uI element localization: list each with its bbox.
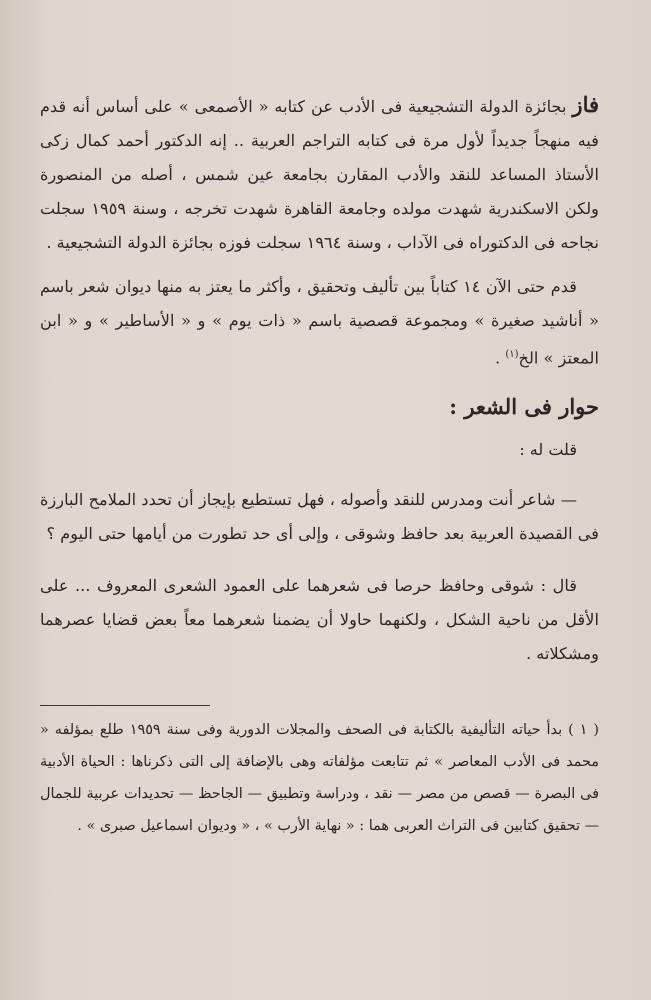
footnote: ( ١ ) بدأ حياته التأليفية بالكتابة فى الصحف والمجلات الدورية وفى سنة ١٩٥٩ طلع بمؤلفه « محمد فى الأدب المعاصر » ثم تتابعت مؤلفاته وهى بالإضافة إلى التى ذكرناها : الحياة الأدبية فى البصرة — قصص من مصر — نقد ، ودراسة وتطبيق — الجاحظ — تحديدات عربية للجمال — تحقيق كتابين فى التراث العربى هما : « نهاية الأرب » ، « وديوان اسماعيل صبرى » .: [40, 722, 599, 835]
question-paragraph: — شاعر أنت ومدرس للنقد وأصوله ، فهل تستطيع بإيجاز أن تحدد الملامح البارزة فى القصيدة العربية بعد حافظ وشوقى ، وإلى أى حد تطورت من أيامها حتى اليوم ؟: [40, 490, 599, 544]
lead-word: فاز: [572, 92, 599, 117]
works-paragraph: [40, 270, 599, 375]
footnote-separator: [40, 705, 210, 706]
answer-paragraph: قال : شوقى وحافظ حرصا فى شعرهما على العمود الشعرى المعروف ... على الأقل من ناحية الشكل ، ولكنهما حاولا أن يضمنا شعرهما معاً بعض قضايا عصرهما ومشكلاته .: [40, 576, 599, 664]
question-label: قلت له :: [519, 440, 577, 460]
footnote-reference: (١): [505, 349, 519, 360]
intro-paragraph: [40, 88, 599, 260]
footnote-separator-wrap: [40, 671, 599, 714]
works-text: قدم حتى الآن ١٤ كتاباً بين تأليف وتحقيق ، وأكثر ما يعتز به منها ديوان شعر باسم « أناشيد صغيرة » ومجموعة قصصية باسم « ذات يوم » و « الأساطير » و « ابن المعتز » الخ: [40, 277, 599, 368]
intro-text: بجائزة الدولة التشجيعية فى الأدب عن كتابه « الأصمعى » على أساس أنه قدم فيه منهجاً جديداً لأول مرة فى كتابه التراجم العربية .. إنه الدكتور أحمد كمال زكى الأستاذ المساعد للنقد والأدب المقارن بجامعة عين شمس ، أصله من المنصورة ولكن الاسكندرية شهدت مولده وجامعة القاهرة شهدت تخرجه ، وسنة ١٩٥٩ سجلت نجاحه فى الدكتوراه فى الآداب ، وسنة ١٩٦٤ سجلت فوزه بجائزة الدولة التشجيعية .: [40, 97, 600, 252]
works-end: .: [495, 348, 506, 368]
section-heading: حوار فى الشعر :: [449, 394, 599, 420]
